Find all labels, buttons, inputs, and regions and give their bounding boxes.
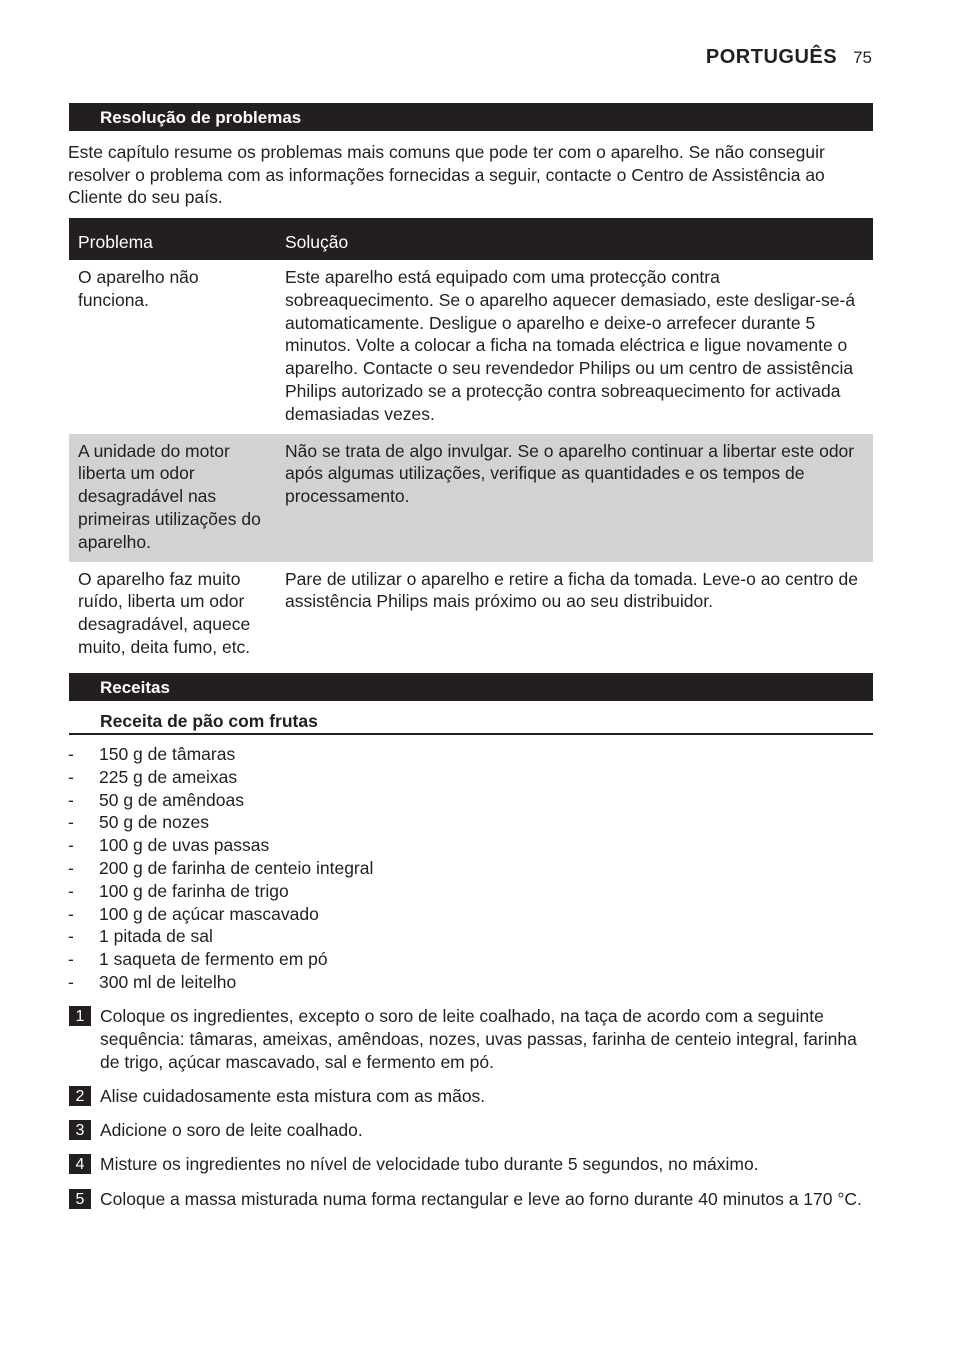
step-text: Adicione o soro de leite coalhado.: [100, 1120, 363, 1141]
step-number-badge: 1: [69, 1006, 91, 1026]
step-number-badge: 4: [69, 1154, 91, 1174]
bullet-dash: -: [68, 789, 74, 810]
bullet-dash: -: [68, 812, 74, 833]
solution-cell: Não se trata de algo invulgar. Se o aparelho continuar a libertar este odor após algumas utilizações, verifique as quantidades e os tempos de processamento.: [276, 434, 873, 562]
ingredient-text: 50 g de nozes: [99, 812, 209, 833]
bullet-dash: -: [68, 744, 74, 764]
list-item: [68, 766, 373, 789]
language-label: PORTUGUÊS: [705, 46, 838, 68]
bullet-dash: -: [68, 903, 74, 924]
ingredient-text: 1 pitada de sal: [99, 926, 213, 947]
ingredient-text: 100 g de farinha de trigo: [99, 880, 289, 901]
page-number: 75: [853, 48, 872, 67]
section-title-troubleshooting: Resolução de problemas: [69, 103, 873, 131]
recipe-steps: [69, 1005, 875, 1222]
ingredient-text: 50 g de amêndoas: [99, 789, 244, 810]
solution-cell: Pare de utilizar o aparelho e retire a ficha da tomada. Leve-o ao centro de assistência Philips mais próximo ou ao seu distribuidor.: [285, 568, 858, 612]
ingredient-text: 200 g de farinha de centeio integral: [99, 857, 374, 878]
bullet-dash: -: [68, 766, 74, 787]
bullet-dash: -: [68, 835, 74, 856]
list-item: [68, 948, 373, 971]
ingredient-text: 100 g de uvas passas: [99, 835, 270, 856]
column-header-problem: Problema: [69, 218, 276, 260]
step-number-badge: 3: [69, 1120, 91, 1140]
solution-cell: Este aparelho está equipado com uma protecção contra sobreaquecimento. Se o aparelho aquecer demasiado, este desligar-se-á automaticamente. Desligue o aparelho e deixe-o arrefecer durante 5 minutos. Volte a colocar a ficha na tomada eléctrica e ligue novamente o aparelho. Contacte o seu revendedor Philips ou um centro de assistência Philips autorizado se a protecção contra sobreaquecimento for activada demasiadas vezes.: [285, 267, 856, 424]
ingredient-list: [68, 743, 373, 994]
recipe-step: [69, 1153, 875, 1176]
troubleshooting-intro: Este capítulo resume os problemas mais comuns que pode ter com o aparelho. Se não conseguir resolver o problema com as informações fornecidas a seguir, contacte o Centro de Assistência ao Cliente do seu país.: [68, 142, 825, 207]
ingredient-text: 225 g de ameixas: [99, 766, 238, 787]
step-text: Misture os ingredientes no nível de velocidade tubo durante 5 segundos, no máximo.: [100, 1154, 759, 1175]
bullet-dash: -: [68, 971, 74, 992]
recipe-step: [69, 1085, 875, 1108]
recipe-step: [69, 1005, 875, 1073]
problem-cell: O aparelho não funciona.: [78, 267, 199, 310]
bullet-dash: -: [68, 926, 74, 947]
step-text: Coloque a massa misturada numa forma rectangular e leve ao forno durante 40 minutos a 170 °C.: [100, 1188, 862, 1209]
column-header-solution: Solução: [276, 218, 873, 260]
bullet-dash: -: [68, 857, 74, 878]
recipe-subtitle: Receita de pão com frutas: [69, 708, 873, 735]
troubleshooting-table: [69, 218, 873, 667]
problem-cell: O aparelho faz muito ruído, liberta um odor desagradável, aquece muito, deita fumo, etc.: [78, 568, 251, 657]
list-item: [68, 880, 373, 903]
table-row: [69, 260, 873, 434]
table-header-row: [69, 218, 873, 260]
ingredient-text: 1 saqueta de fermento em pó: [99, 949, 328, 970]
step-number-badge: 2: [69, 1086, 91, 1106]
recipe-step: [69, 1119, 875, 1142]
step-number-badge: 5: [69, 1189, 91, 1209]
page-header: [706, 46, 872, 69]
list-item: [68, 811, 373, 834]
recipe-step: [69, 1188, 875, 1211]
list-item: [68, 971, 373, 994]
bullet-dash: -: [68, 880, 74, 901]
list-item: [68, 834, 373, 857]
list-item: [68, 789, 373, 812]
ingredient-text: 300 ml de leitelho: [99, 971, 237, 992]
section-title-recipes: Receitas: [69, 673, 873, 701]
step-text: Alise cuidadosamente esta mistura com as mãos.: [100, 1085, 486, 1106]
ingredient-text: 150 g de tâmaras: [99, 744, 236, 764]
list-item: [68, 743, 373, 766]
list-item: [68, 857, 373, 880]
step-text: Coloque os ingredientes, excepto o soro de leite coalhado, na taça de acordo com a seguinte sequência: tâmaras, ameixas, amêndoas, nozes, uvas passas, farinha de centeio integral, farinha de trigo, açúcar mascavado, sal e fermento em pó.: [100, 1006, 857, 1072]
list-item: [68, 903, 373, 926]
list-item: [68, 925, 373, 948]
bullet-dash: -: [68, 949, 74, 970]
table-row: [69, 562, 873, 667]
ingredient-text: 100 g de açúcar mascavado: [99, 903, 319, 924]
table-row: [69, 434, 873, 562]
problem-cell: A unidade do motor liberta um odor desagradável nas primeiras utilizações do aparelho.: [69, 434, 276, 562]
